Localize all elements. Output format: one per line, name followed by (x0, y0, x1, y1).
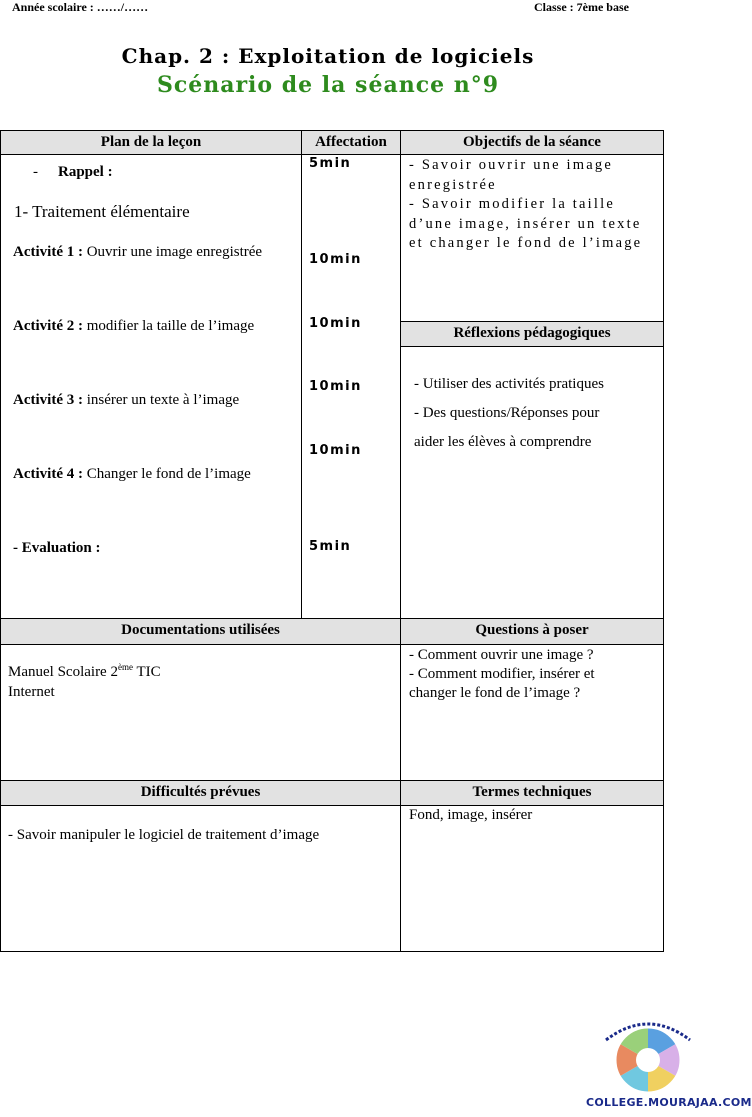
evaluation-label: - Evaluation : (13, 540, 101, 556)
logo-text: COLLEGE.MOURAJAA.COM (586, 1096, 752, 1109)
questions-cell (400, 644, 664, 781)
college-logo (598, 1010, 698, 1095)
logo-emblem-icon (598, 1010, 698, 1095)
activity-3-label: Activité 3 : (13, 392, 83, 408)
affectation-header: Affectation (301, 130, 401, 155)
termes-cell (400, 805, 664, 952)
activity-2 (13, 318, 254, 335)
difficultes-header: Difficultés prévues (0, 780, 401, 806)
rappel-label: Rappel : (58, 164, 113, 180)
difficultes-text: - Savoir manipuler le logiciel de traitement d’image (8, 827, 320, 843)
activity-3 (13, 392, 239, 409)
activity-4-label: Activité 4 : (13, 466, 83, 482)
scenario-title: Scénario de la séance n°9 (156, 72, 500, 98)
questions-header: Questions à poser (400, 618, 664, 645)
school-year-label: Année scolaire : ……/…… (12, 0, 149, 14)
question-3: changer le fond de l’image ? (409, 685, 581, 701)
objectif-1: - Savoir ouvrir une image enregistrée (409, 157, 613, 193)
activity-3-text: insérer un texte à l’image (82, 392, 240, 408)
activity-1-text: Ouvrir une image enregistrée (82, 244, 263, 260)
time-activity-4: 10min (309, 443, 362, 458)
termes-header: Termes techniques (400, 780, 664, 806)
time-activity-2: 10min (309, 316, 362, 331)
doc-internet: Internet (8, 684, 55, 700)
rappel-dash: - (33, 164, 38, 180)
termes-text: Fond, image, insérer (409, 807, 533, 823)
doc-manuel (8, 662, 161, 681)
objectifs-header: Objectifs de la séance (400, 130, 664, 155)
doc-manuel-tic: TIC (132, 664, 161, 680)
activity-4 (13, 466, 251, 483)
doc-manuel-text: Manuel Scolaire 2 (8, 664, 118, 680)
time-evaluation: 5min (309, 539, 352, 554)
section-traitement: 1- Traitement élémentaire (14, 202, 190, 221)
question-1: - Comment ouvrir une image ? (409, 647, 594, 663)
activity-1-label: Activité 1 : (13, 244, 83, 260)
reflexion-2: - Des questions/Réponses pour (414, 405, 600, 421)
reflexions-header: Réflexions pédagogiques (400, 321, 664, 347)
question-2: - Comment modifier, insérer et (409, 666, 595, 682)
doc-manuel-sup: ème (117, 662, 133, 672)
objectif-2: - Savoir modifier la taille d’une image, insérer un texte et changer le fond de l’image (409, 196, 643, 251)
class-label: Classe : 7ème base (534, 0, 629, 14)
activity-4-text: Changer le fond de l’image (82, 466, 251, 482)
reflexion-3: aider les élèves à comprendre (414, 434, 592, 450)
chapter-title: Chap. 2 : Exploitation de logiciels (121, 44, 535, 68)
time-activity-1: 10min (309, 252, 362, 267)
plan-header: Plan de la leçon (0, 130, 302, 155)
activity-2-label: Activité 2 : (13, 318, 83, 334)
documentations-header: Documentations utilisées (0, 618, 401, 645)
reflexion-1: - Utiliser des activités pratiques (414, 376, 604, 392)
activity-1 (13, 244, 262, 261)
time-rappel: 5min (309, 156, 352, 171)
time-activity-3: 10min (309, 379, 362, 394)
activity-2-text: modifier la taille de l’image (82, 318, 255, 334)
